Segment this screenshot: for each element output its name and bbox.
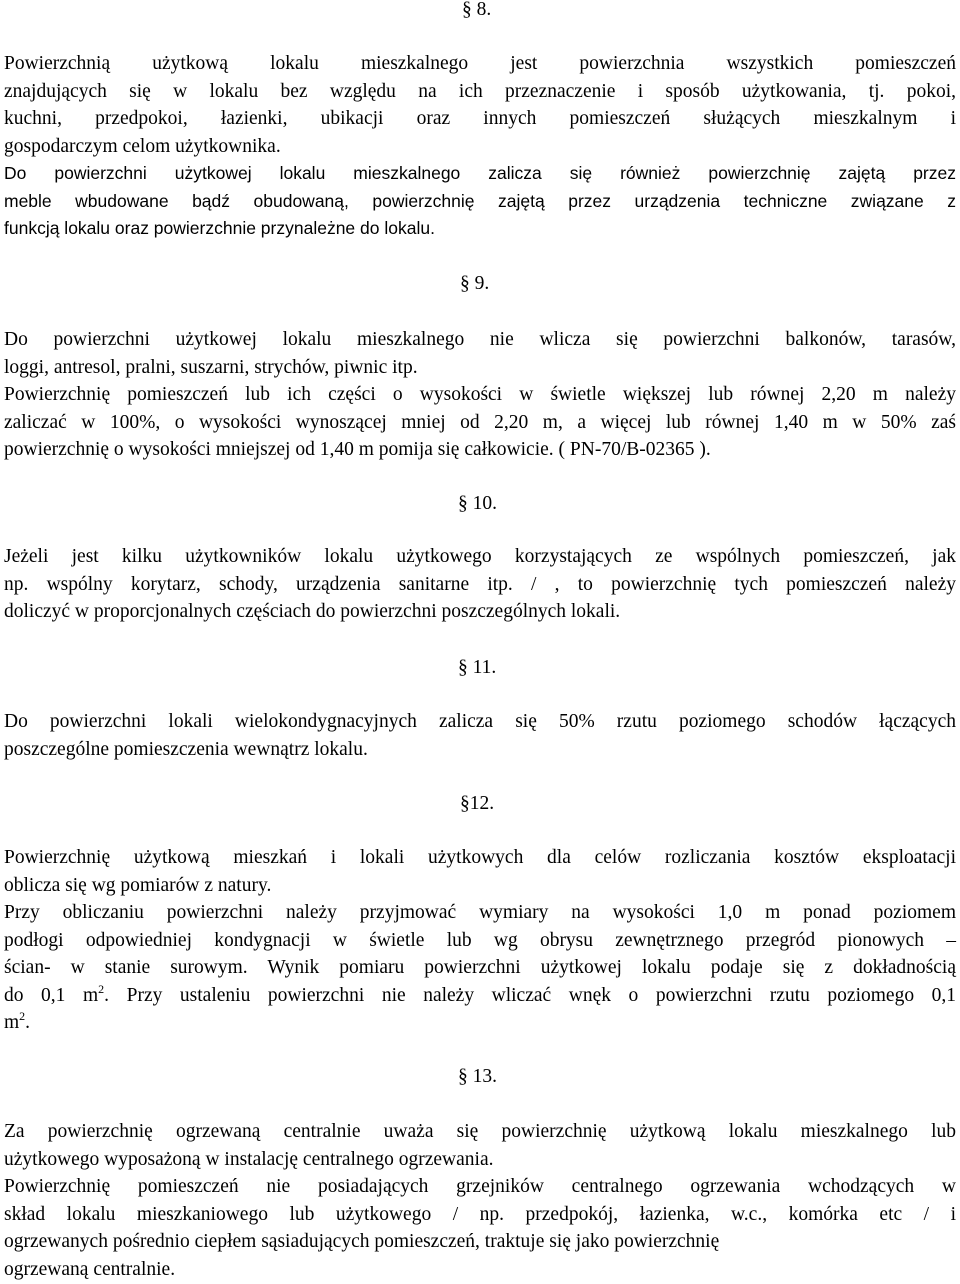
text-line: Do powierzchni użytkowej lokalu mieszkalnego nie wlicza się powierzchni balkonów, tarasów,: [4, 329, 956, 350]
text-line: loggi, antresol, pralni, suszarni, strychów, piwnic itp.: [4, 356, 418, 378]
text-line: znajdujących się w lokalu bez względu na ich przeznaczenie i sposób użytkowania, tj. pokoi,: [4, 80, 956, 102]
text-line-with-superscript: [4, 1009, 956, 1037]
paragraph-13-1: [4, 1118, 956, 1173]
text-line: poszczególne pomieszczenia wewnątrz lokalu.: [4, 738, 368, 760]
section-heading-11: § 11.: [458, 657, 497, 678]
text-line: np. wspólny korytarz, schody, urządzenia sanitarne itp. / , to powierzchnię tych pomieszczeń należy: [4, 573, 956, 595]
text-line: Jeżeli jest kilku użytkowników lokalu użytkowego korzystających ze wspólnych pomieszczeń, jak: [4, 546, 956, 567]
text-line: Powierzchnię użytkową mieszkań i lokali użytkowych dla celów rozliczania kosztów eksploatacji: [4, 847, 956, 868]
text-run: do 0,1 m: [4, 984, 99, 1006]
paragraph-8-1: [4, 50, 956, 160]
text-line: funkcją lokalu oraz powierzchnie przynależne do lokalu.: [4, 218, 435, 238]
text-line: Do powierzchni użytkowej lokalu mieszkalnego zalicza się również powierzchnię zajętą przez: [4, 163, 956, 183]
text-line: zaliczać w 100%, o wysokości wynoszącej mniej od 2,20 m, a więcej lub równej 1,40 m w 50% zaś: [4, 411, 956, 433]
text-run: m: [4, 1012, 20, 1033]
paragraph-9-1: [4, 326, 956, 381]
text-line: ścian- w stanie surowym. Wynik pomiaru powierzchni użytkowej lokalu podaje się z dokładnością: [4, 957, 956, 978]
paragraph-11-1: [4, 708, 956, 763]
text-line: oblicza się wg pomiarów z natury.: [4, 874, 272, 896]
text-line: skład lokalu mieszkaniowego lub użytkowego / np. przedpokój, łazienka, w.c., komórka etc / i: [4, 1203, 956, 1225]
text-line: podłogi odpowiedniej kondygnacji w świetle lub wg obrysu zewnętrznego przegród pionowych –: [4, 929, 956, 951]
section-heading-12: §12.: [460, 793, 495, 814]
text-line-with-superscript: [4, 982, 956, 1010]
text-line: gospodarczym celom użytkownika.: [4, 135, 281, 157]
text-line: Powierzchnią użytkową lokalu mieszkalnego jest powierzchnia wszystkich pomieszczeń: [4, 53, 956, 74]
paragraph-12-2: [4, 899, 956, 1037]
paragraph-8-2: [4, 160, 956, 243]
text-line: użytkowego wyposażoną w instalację centralnego ogrzewania.: [4, 1148, 494, 1170]
text-line: ogrzewanych pośrednio ciepłem sąsiadujących pomieszczeń, traktuje się jako powierzchnię: [4, 1231, 720, 1252]
superscript: 2: [98, 981, 105, 996]
text-line: doliczyć w proporcjonalnych częściach do powierzchni poszczególnych lokali.: [4, 601, 621, 622]
text-line: kuchni, przedpokoi, łazienki, ubikacji oraz innych pomieszczeń służących mieszkalnym i: [4, 108, 956, 129]
text-run: .: [25, 1012, 31, 1033]
text-line: Powierzchnię pomieszczeń lub ich części o wysokości w świetle większej lub równej 2,20 m należy: [4, 384, 956, 405]
section-heading-8: § 8.: [462, 0, 492, 20]
text-line: Do powierzchni lokali wielokondygnacyjnych zalicza się 50% rzutu poziomego schodów łączących: [4, 711, 956, 732]
text-line: Przy obliczaniu powierzchni należy przyjmować wymiary na wysokości 1,0 m ponad poziomem: [4, 902, 956, 923]
paragraph-13-2: [4, 1173, 956, 1283]
section-heading-10: § 10.: [458, 493, 497, 514]
text-line: powierzchnię o wysokości mniejszej od 1,40 m pomija się całkowicie. ( PN-70/B-02365 ).: [4, 439, 711, 460]
paragraph-10-1: [4, 543, 956, 626]
paragraph-9-2: [4, 381, 956, 464]
superscript: 2: [19, 1009, 26, 1023]
paragraph-12-1: [4, 844, 956, 899]
text-line: Powierzchnię pomieszczeń nie posiadających grzejników centralnego ogrzewania wchodzących w: [4, 1176, 956, 1197]
text-line: ogrzewaną centralnie.: [4, 1258, 176, 1280]
text-line: meble wbudowane bądź obudowaną, powierzchnię zajętą przez urządzenia techniczne związane z: [4, 190, 956, 211]
section-heading-9: § 9.: [460, 273, 490, 294]
section-heading-13: § 13.: [458, 1066, 497, 1087]
text-run: . Przy ustaleniu powierzchni nie należy wliczać wnęk o powierzchni rzutu poziomego 0,1: [104, 984, 956, 1006]
text-line: Za powierzchnię ogrzewaną centralnie uważa się powierzchnię użytkową lokalu mieszkalnego lub: [4, 1121, 956, 1142]
